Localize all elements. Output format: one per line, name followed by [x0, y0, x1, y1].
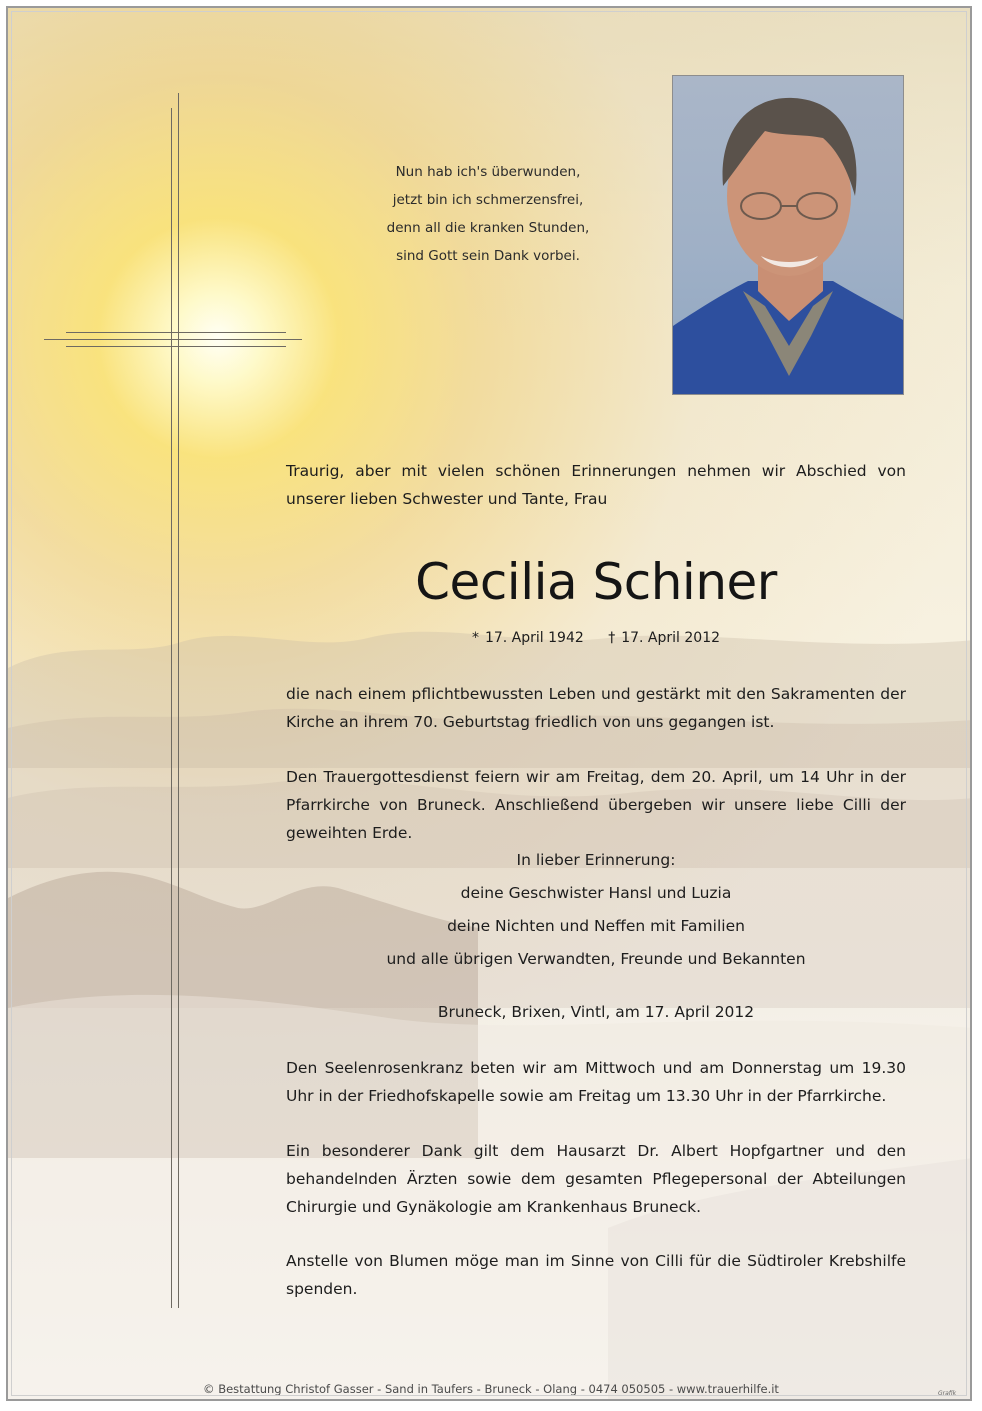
- poem-line: Nun hab ich's überwunden,: [395, 164, 581, 180]
- passing-text: die nach einem pflichtbewussten Leben und gestärkt mit den Sakramenten der Kirche an ihrem 70. Geburtstag friedlich von uns gegangen ist.: [286, 685, 906, 731]
- footer-credit: © Bestattung Christof Gasser - Sand in Taufers - Bruneck - Olang - 0474 050505 - www.trauerhilfe.it: [203, 1382, 779, 1396]
- poem-line: sind Gott sein Dank vorbei.: [396, 248, 580, 264]
- poem-line: jetzt bin ich schmerzensfrei,: [392, 192, 584, 208]
- designer-signature: Grafik: [938, 1390, 957, 1397]
- portrait-photo: [672, 75, 904, 395]
- place-date: Bruneck, Brixen, Vintl, am 17. April 2012: [437, 1003, 755, 1021]
- cross-horizontal-line: [44, 339, 302, 340]
- cross-vertical-line: [178, 93, 179, 1308]
- donation-text: Anstelle von Blumen möge man im Sinne von Cilli für die Südtiroler Krebshilfe spenden.: [286, 1252, 906, 1298]
- mourners-line: In lieber Erinnerung:: [516, 851, 676, 869]
- intro-text: Traurig, aber mit vielen schönen Erinnerungen nehmen wir Abschied von unserer lieben Schwester und Tante, Frau: [286, 462, 906, 508]
- mourners-line: und alle übrigen Verwandten, Freunde und Bekannten: [386, 950, 806, 968]
- birth-symbol: *: [471, 630, 479, 646]
- life-dates: [286, 630, 906, 646]
- memorial-poem: [348, 158, 628, 270]
- birth-date: * 17. April 1942: [471, 630, 584, 646]
- mourners-line: deine Geschwister Hansl und Luzia: [460, 884, 732, 902]
- obituary-card: [6, 6, 972, 1401]
- cross-vertical-line: [171, 108, 172, 1308]
- death-date: † 17. April 2012: [608, 630, 721, 646]
- cross-horizontal-line: [66, 346, 286, 347]
- funeral-text: Den Trauergottesdienst feiern wir am Freitag, dem 20. April, um 14 Uhr in der Pfarrkirche von Bruneck. Anschließend übergeben wir unsere liebe Cilli der geweihten Erde.: [286, 768, 906, 842]
- poem-line: denn all die kranken Stunden,: [386, 220, 590, 236]
- thanks-text: Ein besonderer Dank gilt dem Hausarzt Dr. Albert Hopfgartner und den behandelnden Ärzten sowie dem gesamten Pflegepersonal der Abteilungen Chirurgie und Gynäkologie am Krankenhaus Bruneck.: [286, 1142, 906, 1216]
- mourners-line: deine Nichten und Neffen mit Familien: [447, 917, 745, 935]
- deceased-name: Cecilia Schiner: [415, 553, 777, 611]
- cross-symbol: †: [608, 630, 616, 646]
- rosary-text: Den Seelenrosenkranz beten wir am Mittwoch und am Donnerstag um 19.30 Uhr in der Friedhofskapelle sowie am Freitag um 13.30 Uhr in der Pfarrkirche.: [286, 1059, 906, 1105]
- cross-horizontal-line: [66, 332, 286, 333]
- mourners-block: [286, 844, 906, 976]
